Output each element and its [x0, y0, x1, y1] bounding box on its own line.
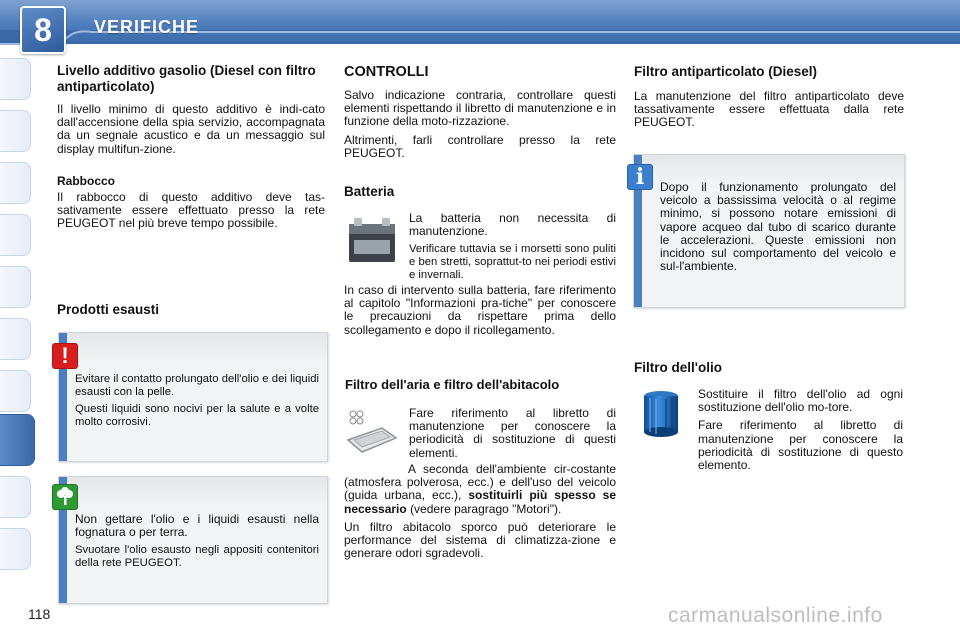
filtro-aria-text-2: A seconda dell'ambiente cir-costante (atmosfera polverosa, ecc.) e dell'uso del veicolo (guida urbana, ecc.), sostituirli più spesso se necessario (vedere paragrago "Motori").: [344, 462, 616, 516]
rabbocco-body: Il rabbocco di questo additivo deve tas-sativamente essere effettuato presso la rete PEUGEOT nel più breve tempo possibile.: [57, 189, 325, 231]
chapter-title: VERIFICHE: [94, 17, 200, 37]
warning-box-header: [67, 333, 327, 363]
warning-box: [58, 332, 328, 462]
watermark: carmanualsonline.info: [668, 604, 883, 627]
olio-text-2: Fare riferimento al libretto di manutenzione per conoscere la periodicità di sostituzione di questo elemento.: [698, 418, 903, 473]
batteria-text-2: Verificare tuttavia se i morsetti sono puliti e ben stretti, soprattut-to nei periodi estivi e invernali.: [409, 243, 616, 281]
warning-box-content: [75, 373, 319, 428]
chapter-tab[interactable]: [0, 528, 31, 570]
eco-text-2: Svuotare l'olio esausto negli appositi contenitori della rete PEUGEOT.: [75, 544, 319, 569]
chapter-tab[interactable]: [0, 266, 31, 308]
batteria-section: [344, 184, 616, 200]
eco-box-header: [67, 477, 327, 507]
chapter-tab[interactable]: [0, 110, 31, 152]
warning-text-1: Evitare il contatto prolungato dell'olio e dei liquidi esausti con la pelle.: [75, 373, 319, 398]
chapter-tab[interactable]: [0, 162, 31, 204]
chapter-tabs: [0, 58, 34, 588]
tree-icon: [52, 484, 78, 510]
chapter-tab[interactable]: [0, 214, 31, 256]
chapter-tab[interactable]: [0, 370, 31, 412]
batteria-side-text: [409, 212, 616, 281]
antiparticolato-section: [634, 64, 904, 130]
chapter-number-badge: 8: [20, 6, 66, 54]
warning-icon: !: [52, 343, 78, 369]
controlli-intro-2: Altrimenti, farli controllare presso la rete PEUGEOT.: [344, 132, 616, 160]
chapter-tab[interactable]: [0, 58, 31, 100]
chapter-tab-active[interactable]: [0, 414, 35, 466]
chapter-tab[interactable]: [0, 476, 31, 518]
eco-text-1: Non gettare l'olio e i liquidi esausti nella fognatura o per terra.: [75, 512, 319, 540]
batteria-text-3: In caso di intervento sulla batteria, fare riferimento al capitolo "Informazioni pra-tiche" per conoscere le precauzioni da rispettare prima dello scollegamento e dopo il ricollegamento.: [344, 283, 616, 337]
chapter-tab[interactable]: [0, 318, 31, 360]
olio-section: [634, 360, 904, 376]
prodotti-title: Prodotti esausti: [57, 302, 160, 317]
filtro-aria-text-1: Fare riferimento al libretto di manutenzione per conoscere la periodicità di sostituzione di questi elementi.: [409, 406, 616, 460]
prodotti-section: [57, 302, 325, 318]
gasolio-section: [57, 63, 325, 230]
eco-box-content: [75, 513, 319, 570]
eco-box: [58, 476, 328, 604]
olio-text-1: Sostituire il filtro dell'olio ad ogni sostituzione dell'olio mo-tore.: [698, 387, 903, 415]
controlli-section: [344, 64, 616, 160]
batteria-title: Batteria: [344, 184, 395, 199]
antiparticolato-title: Filtro antiparticolato (Diesel): [634, 64, 818, 79]
gasolio-title: Livello additivo gasolio (Diesel con filtro antiparticolato): [57, 63, 316, 94]
filtro-aria-footer: [344, 463, 616, 560]
antiparticolato-body: La manutenzione del filtro antiparticolato deve tassativamente essere effettuata dalla rete PEUGEOT.: [634, 89, 904, 130]
controlli-intro-1: Salvo indicazione contraria, controllare questi elementi rispettando il libretto di manutenzione e in funzione della moto-rizzazione.: [344, 88, 616, 129]
filtro-aria-title: Filtro dell'aria e filtro dell'abitacolo: [345, 377, 560, 392]
olio-text: [698, 388, 903, 472]
warning-text-2: Questi liquidi sono nocivi per la salute e a volte molto corrosivi.: [75, 403, 319, 428]
filtro-aria-emphasis: sostituirli più spesso se necessario: [344, 488, 616, 516]
filtro-aria-section: [345, 378, 617, 392]
filtro-aria-text-3: Un filtro abitacolo sporco può deteriorare le performance del sistema di climatizza-zione e generare odori sgradevoli.: [344, 519, 616, 561]
info-icon: i: [627, 164, 653, 190]
olio-title: Filtro dell'olio: [634, 360, 722, 375]
batteria-text-1: La batteria non necessita di manutenzione.: [409, 211, 616, 239]
oil-filter-illustration: [640, 390, 682, 440]
air-filter-illustration: [344, 408, 400, 458]
info-box: [633, 154, 905, 308]
page-number: 118: [28, 606, 51, 622]
info-box-content: [660, 181, 896, 273]
batteria-footer: [344, 284, 616, 337]
info-box-text: Dopo il funzionamento prolungato del veicolo a bassissima velocità o al regime minimo, si possono notare emissioni di vapore acqueo dal tubo di scarico durante le accelerazioni. Queste emissioni non incidono sul comportamento del veicolo e sul-l'ambiente.: [660, 180, 896, 274]
rabbocco-title: Rabbocco: [57, 173, 116, 188]
gasolio-body: Il livello minimo di questo additivo è indi-cato dall'accensione della spia servizio, accompagnata da un segnale acustico e da un messaggio sul display multifun-zione.: [57, 102, 325, 156]
battery-illustration: [346, 214, 400, 266]
filtro-aria-side-text: [409, 407, 616, 460]
controlli-title: CONTROLLI: [344, 64, 429, 80]
